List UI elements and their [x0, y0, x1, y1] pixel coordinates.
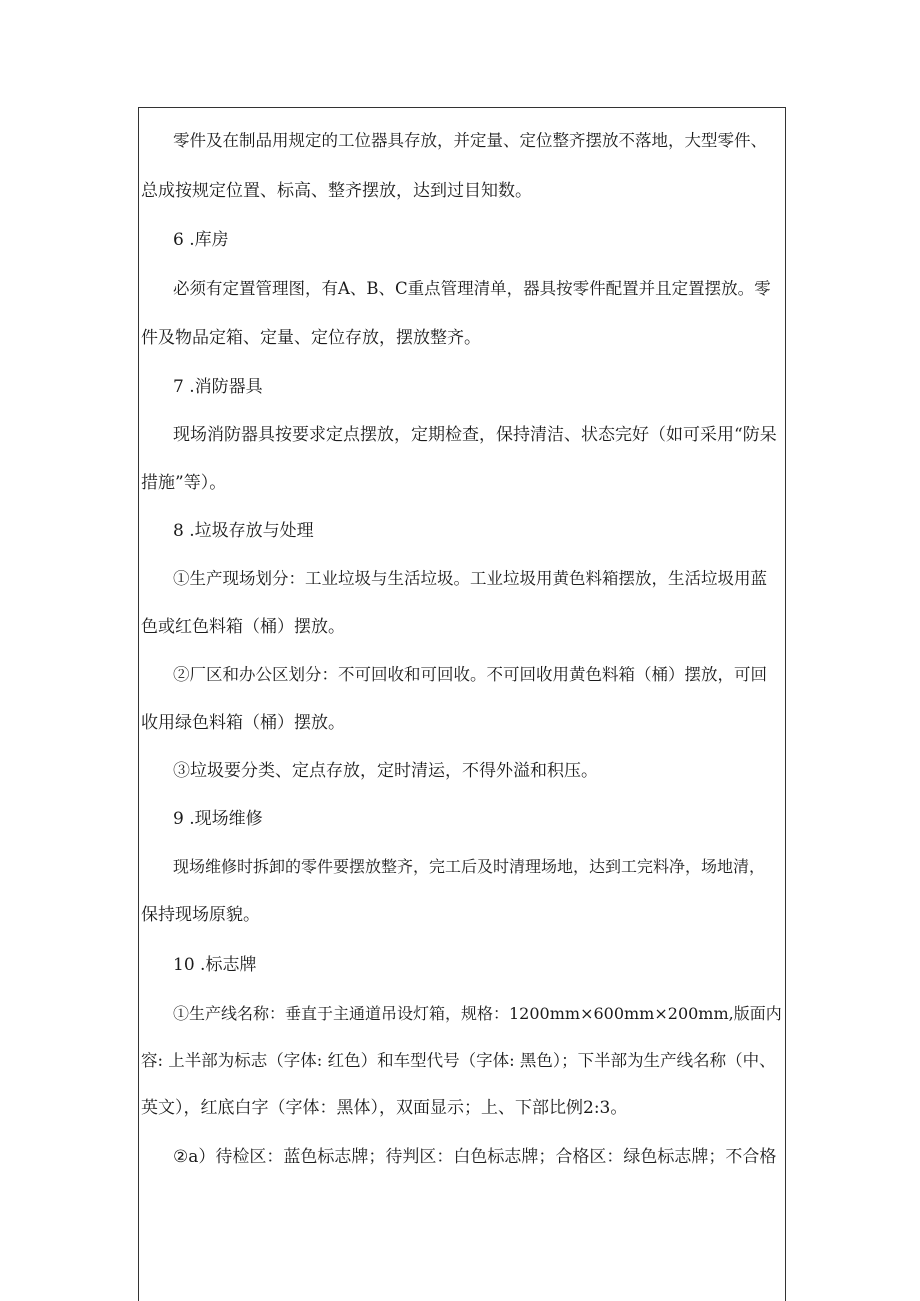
paragraph-line: 现场消防器具按要求定点摆放，定期检查，保持清洁、状态完好（如可采用“防呆 — [173, 425, 777, 445]
document-frame — [138, 107, 786, 1301]
paragraph-line: 色或红色料箱（桶）摆放。 — [141, 617, 345, 637]
paragraph-line: 必须有定置管理图，有A、B、C重点管理清单，器具按零件配置并且定置摆放。零 — [173, 279, 771, 298]
paragraph-line: 收用绿色料箱（桶）摆放。 — [141, 713, 345, 733]
paragraph-line: ③垃圾要分类、定点存放，定时清运，不得外溢和积压。 — [173, 761, 598, 781]
paragraph-line: 英文），红底白字（字体：黑体），双面显示；上、下部比例2:3。 — [141, 1098, 628, 1118]
paragraph-line: ①生产现场划分：工业垃圾与生活垃圾。工业垃圾用黄色料箱摆放，生活垃圾用蓝 — [173, 569, 767, 588]
paragraph-line: 容: 上半部为标志（字体: 红色）和车型代号（字体: 黑色）；下半部为生产线名称（中、 — [141, 1051, 776, 1070]
paragraph-line: 措施”等）。 — [141, 473, 227, 493]
paragraph-line: 零件及在制品用规定的工位器具存放，并定量、定位整齐摆放不落地，大型零件、 — [173, 131, 767, 150]
paragraph-line: ②a）待检区：蓝色标志牌；待判区：白色标志牌；合格区：绿色标志牌；不合格 — [173, 1147, 777, 1167]
paragraph-line: 保持现场原貌。 — [141, 905, 260, 925]
paragraph-line: ②厂区和办公区划分：不可回收和可回收。不可回收用黄色料箱（桶）摆放，可回 — [173, 665, 767, 684]
section-heading-7: 7 .消防器具 — [173, 377, 263, 397]
paragraph-line: 件及物品定箱、定量、定位存放，摆放整齐。 — [141, 328, 481, 348]
section-heading-9: 9 .现场维修 — [173, 809, 263, 829]
paragraph-line: 现场维修时拆卸的零件要摆放整齐，完工后及时清理场地，达到工完料净，场地清， — [173, 857, 766, 876]
section-heading-8: 8 .垃圾存放与处理 — [173, 521, 314, 541]
paragraph-line: 总成按规定位置、标高、整齐摆放，达到过目知数。 — [141, 181, 532, 201]
section-heading-6: 6 .库房 — [173, 230, 229, 250]
section-heading-10: 10 .标志牌 — [173, 955, 257, 975]
paragraph-line: ①生产线名称：垂直于主通道吊设灯箱，规格：1200mm×600mm×200mm,版面内 — [173, 1004, 782, 1023]
